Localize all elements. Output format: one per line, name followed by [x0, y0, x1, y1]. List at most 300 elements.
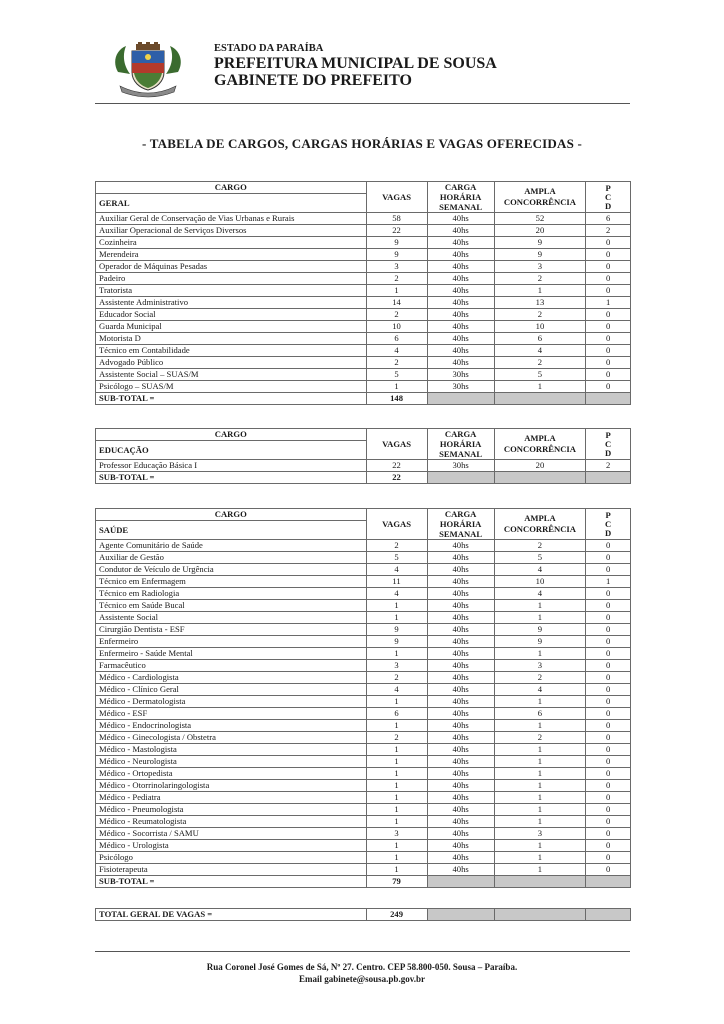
- carga-cell: 40hs: [427, 237, 494, 249]
- carga-cell: 30hs: [427, 369, 494, 381]
- subtotal-label: SUB-TOTAL =: [96, 472, 367, 484]
- carga-cell: 40hs: [427, 225, 494, 237]
- vagas-cell: 1: [366, 381, 427, 393]
- vagas-header: VAGAS: [366, 509, 427, 540]
- carga-cell: 40hs: [427, 357, 494, 369]
- ampla-cell: 13: [494, 297, 586, 309]
- pcd-cell: 2: [586, 225, 631, 237]
- ampla-cell: 1: [494, 720, 586, 732]
- ampla-cell: 2: [494, 732, 586, 744]
- carga-header: CARGA HORÁRIA SEMANAL: [427, 429, 494, 460]
- ampla-cell: 4: [494, 684, 586, 696]
- vagas-cell: 9: [366, 636, 427, 648]
- state-name: ESTADO DA PARAÍBA: [214, 43, 324, 54]
- cargo-header: CARGO: [96, 182, 367, 194]
- ampla-cell: 1: [494, 744, 586, 756]
- table-row: [96, 297, 631, 309]
- carga-cell: 40hs: [427, 297, 494, 309]
- carga-cell: 40hs: [427, 564, 494, 576]
- subtotal-label: SUB-TOTAL =: [96, 876, 367, 888]
- ampla-header: AMPLA CONCORRÊNCIA: [494, 429, 586, 460]
- ampla-cell: 1: [494, 816, 586, 828]
- cargo-cell: Cozinheira: [96, 237, 367, 249]
- table-row: [96, 588, 631, 600]
- cargo-cell: Assistente Social: [96, 612, 367, 624]
- carga-cell: 40hs: [427, 345, 494, 357]
- ampla-cell: 1: [494, 840, 586, 852]
- cargo-cell: Médico - Ortopedista: [96, 768, 367, 780]
- cargo-cell: Fisioterapeuta: [96, 864, 367, 876]
- carga-cell: 40hs: [427, 804, 494, 816]
- cargo-cell: Médico - Urologista: [96, 840, 367, 852]
- pcd-cell: 0: [586, 684, 631, 696]
- ampla-cell: 9: [494, 237, 586, 249]
- vagas-cell: 22: [366, 225, 427, 237]
- ampla-cell: 1: [494, 756, 586, 768]
- vagas-cell: 1: [366, 804, 427, 816]
- vagas-cell: 1: [366, 648, 427, 660]
- carga-cell: 40hs: [427, 660, 494, 672]
- pcd-cell: 0: [586, 588, 631, 600]
- ampla-cell: 9: [494, 624, 586, 636]
- cargo-cell: Enfermeiro - Saúde Mental: [96, 648, 367, 660]
- table-row: [96, 261, 631, 273]
- ampla-cell: 1: [494, 792, 586, 804]
- table-row: [96, 540, 631, 552]
- cargo-cell: Médico - Otorrinolaringologista: [96, 780, 367, 792]
- pcd-cell: 0: [586, 345, 631, 357]
- table-row: [96, 381, 631, 393]
- ampla-cell: 3: [494, 660, 586, 672]
- table-row: [96, 460, 631, 472]
- vagas-cell: 10: [366, 321, 427, 333]
- carga-cell: 40hs: [427, 768, 494, 780]
- cargo-cell: Merendeira: [96, 249, 367, 261]
- carga-cell: 40hs: [427, 588, 494, 600]
- vagas-cell: 22: [366, 460, 427, 472]
- pcd-cell: 0: [586, 285, 631, 297]
- vagas-cell: 6: [366, 708, 427, 720]
- table-row: [96, 552, 631, 564]
- table-row: [96, 816, 631, 828]
- table-row: [96, 732, 631, 744]
- cargo-cell: Auxiliar de Gestão: [96, 552, 367, 564]
- cargo-cell: Assistente Administrativo: [96, 297, 367, 309]
- table-row: [96, 672, 631, 684]
- cargo-cell: Motorista D: [96, 333, 367, 345]
- vagas-cell: 2: [366, 672, 427, 684]
- vagas-cell: 1: [366, 744, 427, 756]
- table-row: [96, 576, 631, 588]
- page-title: - TABELA DE CARGOS, CARGAS HORÁRIAS E VAGAS OFERECIDAS -: [141, 136, 583, 151]
- ampla-cell: 10: [494, 576, 586, 588]
- table-row: [96, 321, 631, 333]
- ampla-cell: 9: [494, 249, 586, 261]
- table-row: [96, 600, 631, 612]
- ampla-header: AMPLA CONCORRÊNCIA: [494, 509, 586, 540]
- table-row: [96, 660, 631, 672]
- table-row: [96, 852, 631, 864]
- carga-cell: 40hs: [427, 213, 494, 225]
- pcd-cell: 0: [586, 804, 631, 816]
- table-row: [96, 285, 631, 297]
- subtotal-label: SUB-TOTAL =: [96, 393, 367, 405]
- ampla-cell: 5: [494, 369, 586, 381]
- pcd-cell: 0: [586, 780, 631, 792]
- table-row: [96, 612, 631, 624]
- pcd-cell: 1: [586, 576, 631, 588]
- cargo-cell: Padeiro: [96, 273, 367, 285]
- table-row: [96, 564, 631, 576]
- footer-divider: [95, 951, 630, 952]
- carga-cell: 40hs: [427, 852, 494, 864]
- carga-cell: 40hs: [427, 321, 494, 333]
- carga-cell: 40hs: [427, 864, 494, 876]
- vagas-cell: 4: [366, 684, 427, 696]
- ampla-cell: 10: [494, 321, 586, 333]
- pcd-cell: 0: [586, 552, 631, 564]
- cargo-cell: Operador de Máquinas Pesadas: [96, 261, 367, 273]
- table-row: [96, 720, 631, 732]
- vagas-cell: 1: [366, 840, 427, 852]
- vagas-cell: 1: [366, 756, 427, 768]
- pcd-cell: 0: [586, 744, 631, 756]
- ampla-cell: 9: [494, 636, 586, 648]
- pcd-cell: 0: [586, 648, 631, 660]
- carga-cell: 40hs: [427, 684, 494, 696]
- cargo-cell: Médico - Mastologista: [96, 744, 367, 756]
- cargo-cell: Médico - Pneumologista: [96, 804, 367, 816]
- cargo-cell: Farmacêutico: [96, 660, 367, 672]
- vagas-header: VAGAS: [366, 429, 427, 460]
- section-name: GERAL: [96, 194, 367, 213]
- letterhead: [110, 40, 624, 104]
- ampla-cell: 1: [494, 768, 586, 780]
- ampla-cell: 1: [494, 780, 586, 792]
- ampla-cell: 4: [494, 564, 586, 576]
- vagas-cell: 1: [366, 792, 427, 804]
- cargo-cell: Tratorista: [96, 285, 367, 297]
- carga-header: CARGA HORÁRIA SEMANAL: [427, 509, 494, 540]
- vagas-cell: 2: [366, 540, 427, 552]
- cargo-cell: Médico - Reumatologista: [96, 816, 367, 828]
- carga-cell: 40hs: [427, 696, 494, 708]
- pcd-cell: 0: [586, 249, 631, 261]
- pcd-cell: 0: [586, 792, 631, 804]
- vagas-cell: 3: [366, 660, 427, 672]
- pcd-header: P C D: [586, 429, 631, 460]
- vagas-cell: 1: [366, 852, 427, 864]
- cargo-cell: Médico - Socorrista / SAMU: [96, 828, 367, 840]
- vagas-cell: 9: [366, 249, 427, 261]
- table-row: [96, 840, 631, 852]
- carga-cell: 40hs: [427, 600, 494, 612]
- vagas-cell: 4: [366, 345, 427, 357]
- carga-header: CARGA HORÁRIA SEMANAL: [427, 182, 494, 213]
- vagas-cell: 58: [366, 213, 427, 225]
- carga-cell: 40hs: [427, 756, 494, 768]
- carga-cell: 40hs: [427, 552, 494, 564]
- cargo-header: CARGO: [96, 429, 367, 441]
- table-educacao: [95, 428, 631, 484]
- carga-cell: 40hs: [427, 624, 494, 636]
- pcd-cell: 0: [586, 696, 631, 708]
- ampla-cell: 1: [494, 696, 586, 708]
- ampla-cell: 1: [494, 381, 586, 393]
- ampla-cell: 2: [494, 672, 586, 684]
- ampla-cell: 1: [494, 648, 586, 660]
- table-row: [96, 357, 631, 369]
- cargo-cell: Guarda Municipal: [96, 321, 367, 333]
- table-row: [96, 369, 631, 381]
- vagas-cell: 1: [366, 780, 427, 792]
- cargo-cell: Técnico em Radiologia: [96, 588, 367, 600]
- cargo-cell: Médico - Cardiologista: [96, 672, 367, 684]
- vagas-cell: 3: [366, 828, 427, 840]
- vagas-cell: 6: [366, 333, 427, 345]
- table-row: [96, 696, 631, 708]
- carga-cell: 40hs: [427, 285, 494, 297]
- carga-cell: 40hs: [427, 720, 494, 732]
- vagas-cell: 2: [366, 309, 427, 321]
- vagas-cell: 1: [366, 816, 427, 828]
- ampla-cell: 4: [494, 345, 586, 357]
- carga-cell: 40hs: [427, 780, 494, 792]
- pcd-cell: 0: [586, 540, 631, 552]
- ampla-cell: 1: [494, 864, 586, 876]
- pcd-cell: 0: [586, 732, 631, 744]
- pcd-cell: 0: [586, 333, 631, 345]
- cargo-cell: Técnico em Contabilidade: [96, 345, 367, 357]
- vagas-header: VAGAS: [366, 182, 427, 213]
- vagas-cell: 2: [366, 732, 427, 744]
- cargo-cell: Técnico em Saúde Bucal: [96, 600, 367, 612]
- vagas-cell: 4: [366, 564, 427, 576]
- vagas-cell: 9: [366, 624, 427, 636]
- pcd-header: P C D: [586, 182, 631, 213]
- ampla-cell: 2: [494, 357, 586, 369]
- table-row: [96, 309, 631, 321]
- subtotal-value: 148: [366, 393, 427, 405]
- table-row: [96, 756, 631, 768]
- cargo-cell: Técnico em Enfermagem: [96, 576, 367, 588]
- office-name: GABINETE DO PREFEITO: [214, 72, 412, 89]
- subtotal-value: 22: [366, 472, 427, 484]
- vagas-cell: 1: [366, 285, 427, 297]
- vagas-cell: 9: [366, 237, 427, 249]
- pcd-cell: 0: [586, 756, 631, 768]
- table-row: [96, 804, 631, 816]
- carga-cell: 40hs: [427, 249, 494, 261]
- total-label: TOTAL GERAL DE VAGAS =: [96, 909, 367, 921]
- footer-email: Email gabinete@sousa.pb.gov.br: [299, 974, 425, 984]
- vagas-cell: 11: [366, 576, 427, 588]
- table-saude: [95, 508, 631, 888]
- cargo-cell: Médico - Endocrinologista: [96, 720, 367, 732]
- table-row: [96, 624, 631, 636]
- table-geral: [95, 181, 631, 405]
- pcd-cell: 0: [586, 852, 631, 864]
- ampla-cell: 5: [494, 552, 586, 564]
- carga-cell: 40hs: [427, 840, 494, 852]
- ampla-cell: 2: [494, 309, 586, 321]
- pcd-cell: 0: [586, 660, 631, 672]
- vagas-cell: 2: [366, 273, 427, 285]
- pcd-cell: 0: [586, 261, 631, 273]
- cargo-cell: Agente Comunitário de Saúde: [96, 540, 367, 552]
- pcd-cell: 0: [586, 612, 631, 624]
- carga-cell: 40hs: [427, 612, 494, 624]
- pcd-cell: 0: [586, 357, 631, 369]
- pcd-cell: 0: [586, 273, 631, 285]
- carga-cell: 40hs: [427, 309, 494, 321]
- pcd-cell: 0: [586, 369, 631, 381]
- table-total: [95, 908, 631, 921]
- carga-cell: 40hs: [427, 828, 494, 840]
- cargo-cell: Condutor de Veículo de Urgência: [96, 564, 367, 576]
- cargo-cell: Enfermeiro: [96, 636, 367, 648]
- carga-cell: 40hs: [427, 732, 494, 744]
- ampla-cell: 1: [494, 612, 586, 624]
- vagas-cell: 1: [366, 696, 427, 708]
- pcd-cell: 6: [586, 213, 631, 225]
- vagas-cell: 5: [366, 369, 427, 381]
- pcd-cell: 0: [586, 840, 631, 852]
- cargo-cell: Professor Educação Básica I: [96, 460, 367, 472]
- pcd-cell: 0: [586, 672, 631, 684]
- vagas-cell: 1: [366, 768, 427, 780]
- cargo-cell: Advogado Público: [96, 357, 367, 369]
- table-row: [96, 249, 631, 261]
- ampla-cell: 1: [494, 804, 586, 816]
- cargo-cell: Médico - Neurologista: [96, 756, 367, 768]
- pcd-cell: 0: [586, 237, 631, 249]
- vagas-cell: 2: [366, 357, 427, 369]
- cargo-cell: Cirurgião Dentista - ESF: [96, 624, 367, 636]
- cargo-cell: Médico - Clínico Geral: [96, 684, 367, 696]
- section-name: SAÚDE: [96, 521, 367, 540]
- pcd-cell: 2: [586, 460, 631, 472]
- table-row: [96, 237, 631, 249]
- carga-cell: 40hs: [427, 708, 494, 720]
- carga-cell: 40hs: [427, 792, 494, 804]
- subtotal-value: 79: [366, 876, 427, 888]
- cargo-cell: Auxiliar Operacional de Serviços Diversos: [96, 225, 367, 237]
- carga-cell: 40hs: [427, 648, 494, 660]
- ampla-cell: 6: [494, 333, 586, 345]
- vagas-cell: 1: [366, 612, 427, 624]
- cargo-cell: Assistente Social – SUAS/M: [96, 369, 367, 381]
- cargo-cell: Educador Social: [96, 309, 367, 321]
- pcd-cell: 0: [586, 708, 631, 720]
- ampla-cell: 52: [494, 213, 586, 225]
- cargo-cell: Psicólogo – SUAS/M: [96, 381, 367, 393]
- carga-cell: 40hs: [427, 261, 494, 273]
- ampla-cell: 4: [494, 588, 586, 600]
- ampla-cell: 1: [494, 600, 586, 612]
- carga-cell: 30hs: [427, 460, 494, 472]
- table-row: [96, 684, 631, 696]
- ampla-cell: 3: [494, 828, 586, 840]
- carga-cell: 40hs: [427, 273, 494, 285]
- pcd-cell: 0: [586, 828, 631, 840]
- cargo-cell: Psicólogo: [96, 852, 367, 864]
- table-row: [96, 792, 631, 804]
- pcd-cell: 0: [586, 309, 631, 321]
- vagas-cell: 1: [366, 864, 427, 876]
- ampla-cell: 2: [494, 273, 586, 285]
- ampla-cell: 2: [494, 540, 586, 552]
- cargo-cell: Auxiliar Geral de Conservação de Vias Urbanas e Rurais: [96, 213, 367, 225]
- table-row: [96, 708, 631, 720]
- table-row: [96, 768, 631, 780]
- pcd-cell: 0: [586, 636, 631, 648]
- cargo-cell: Médico - ESF: [96, 708, 367, 720]
- pcd-cell: 0: [586, 816, 631, 828]
- table-row: [96, 213, 631, 225]
- pcd-cell: 0: [586, 624, 631, 636]
- pcd-cell: 0: [586, 768, 631, 780]
- vagas-cell: 1: [366, 600, 427, 612]
- ampla-cell: 20: [494, 225, 586, 237]
- cargo-cell: Médico - Dermatologista: [96, 696, 367, 708]
- table-row: [96, 744, 631, 756]
- carga-cell: 40hs: [427, 672, 494, 684]
- pcd-cell: 0: [586, 864, 631, 876]
- ampla-header: AMPLA CONCORRÊNCIA: [494, 182, 586, 213]
- table-row: [96, 333, 631, 345]
- vagas-cell: 14: [366, 297, 427, 309]
- municipal-crest-icon: [110, 42, 186, 98]
- footer-address: Rua Coronel José Gomes de Sá, Nº 27. Centro. CEP 58.800-050. Sousa – Paraíba.: [206, 962, 518, 972]
- carga-cell: 40hs: [427, 744, 494, 756]
- table-row: [96, 780, 631, 792]
- vagas-cell: 5: [366, 552, 427, 564]
- ampla-cell: 3: [494, 261, 586, 273]
- table-row: [96, 648, 631, 660]
- ampla-cell: 20: [494, 460, 586, 472]
- table-row: [96, 345, 631, 357]
- carga-cell: 30hs: [427, 381, 494, 393]
- section-name: EDUCAÇÃO: [96, 441, 367, 460]
- table-row: [96, 828, 631, 840]
- carga-cell: 40hs: [427, 333, 494, 345]
- pcd-cell: 0: [586, 720, 631, 732]
- pcd-cell: 0: [586, 321, 631, 333]
- pcd-cell: 1: [586, 297, 631, 309]
- pcd-header: P C D: [586, 509, 631, 540]
- table-row: [96, 273, 631, 285]
- pcd-cell: 0: [586, 564, 631, 576]
- table-row: [96, 864, 631, 876]
- cargo-header: CARGO: [96, 509, 367, 521]
- cargo-cell: Médico - Ginecologista / Obstetra: [96, 732, 367, 744]
- pcd-cell: 0: [586, 381, 631, 393]
- table-row: [96, 225, 631, 237]
- footer: [0, 961, 724, 985]
- ampla-cell: 6: [494, 708, 586, 720]
- carga-cell: 40hs: [427, 816, 494, 828]
- ampla-cell: 1: [494, 852, 586, 864]
- total-value: 249: [366, 909, 427, 921]
- carga-cell: 40hs: [427, 540, 494, 552]
- carga-cell: 40hs: [427, 576, 494, 588]
- ampla-cell: 1: [494, 285, 586, 297]
- municipality-name: PREFEITURA MUNICIPAL DE SOUSA: [214, 55, 497, 72]
- vagas-cell: 4: [366, 588, 427, 600]
- vagas-cell: 3: [366, 261, 427, 273]
- carga-cell: 40hs: [427, 636, 494, 648]
